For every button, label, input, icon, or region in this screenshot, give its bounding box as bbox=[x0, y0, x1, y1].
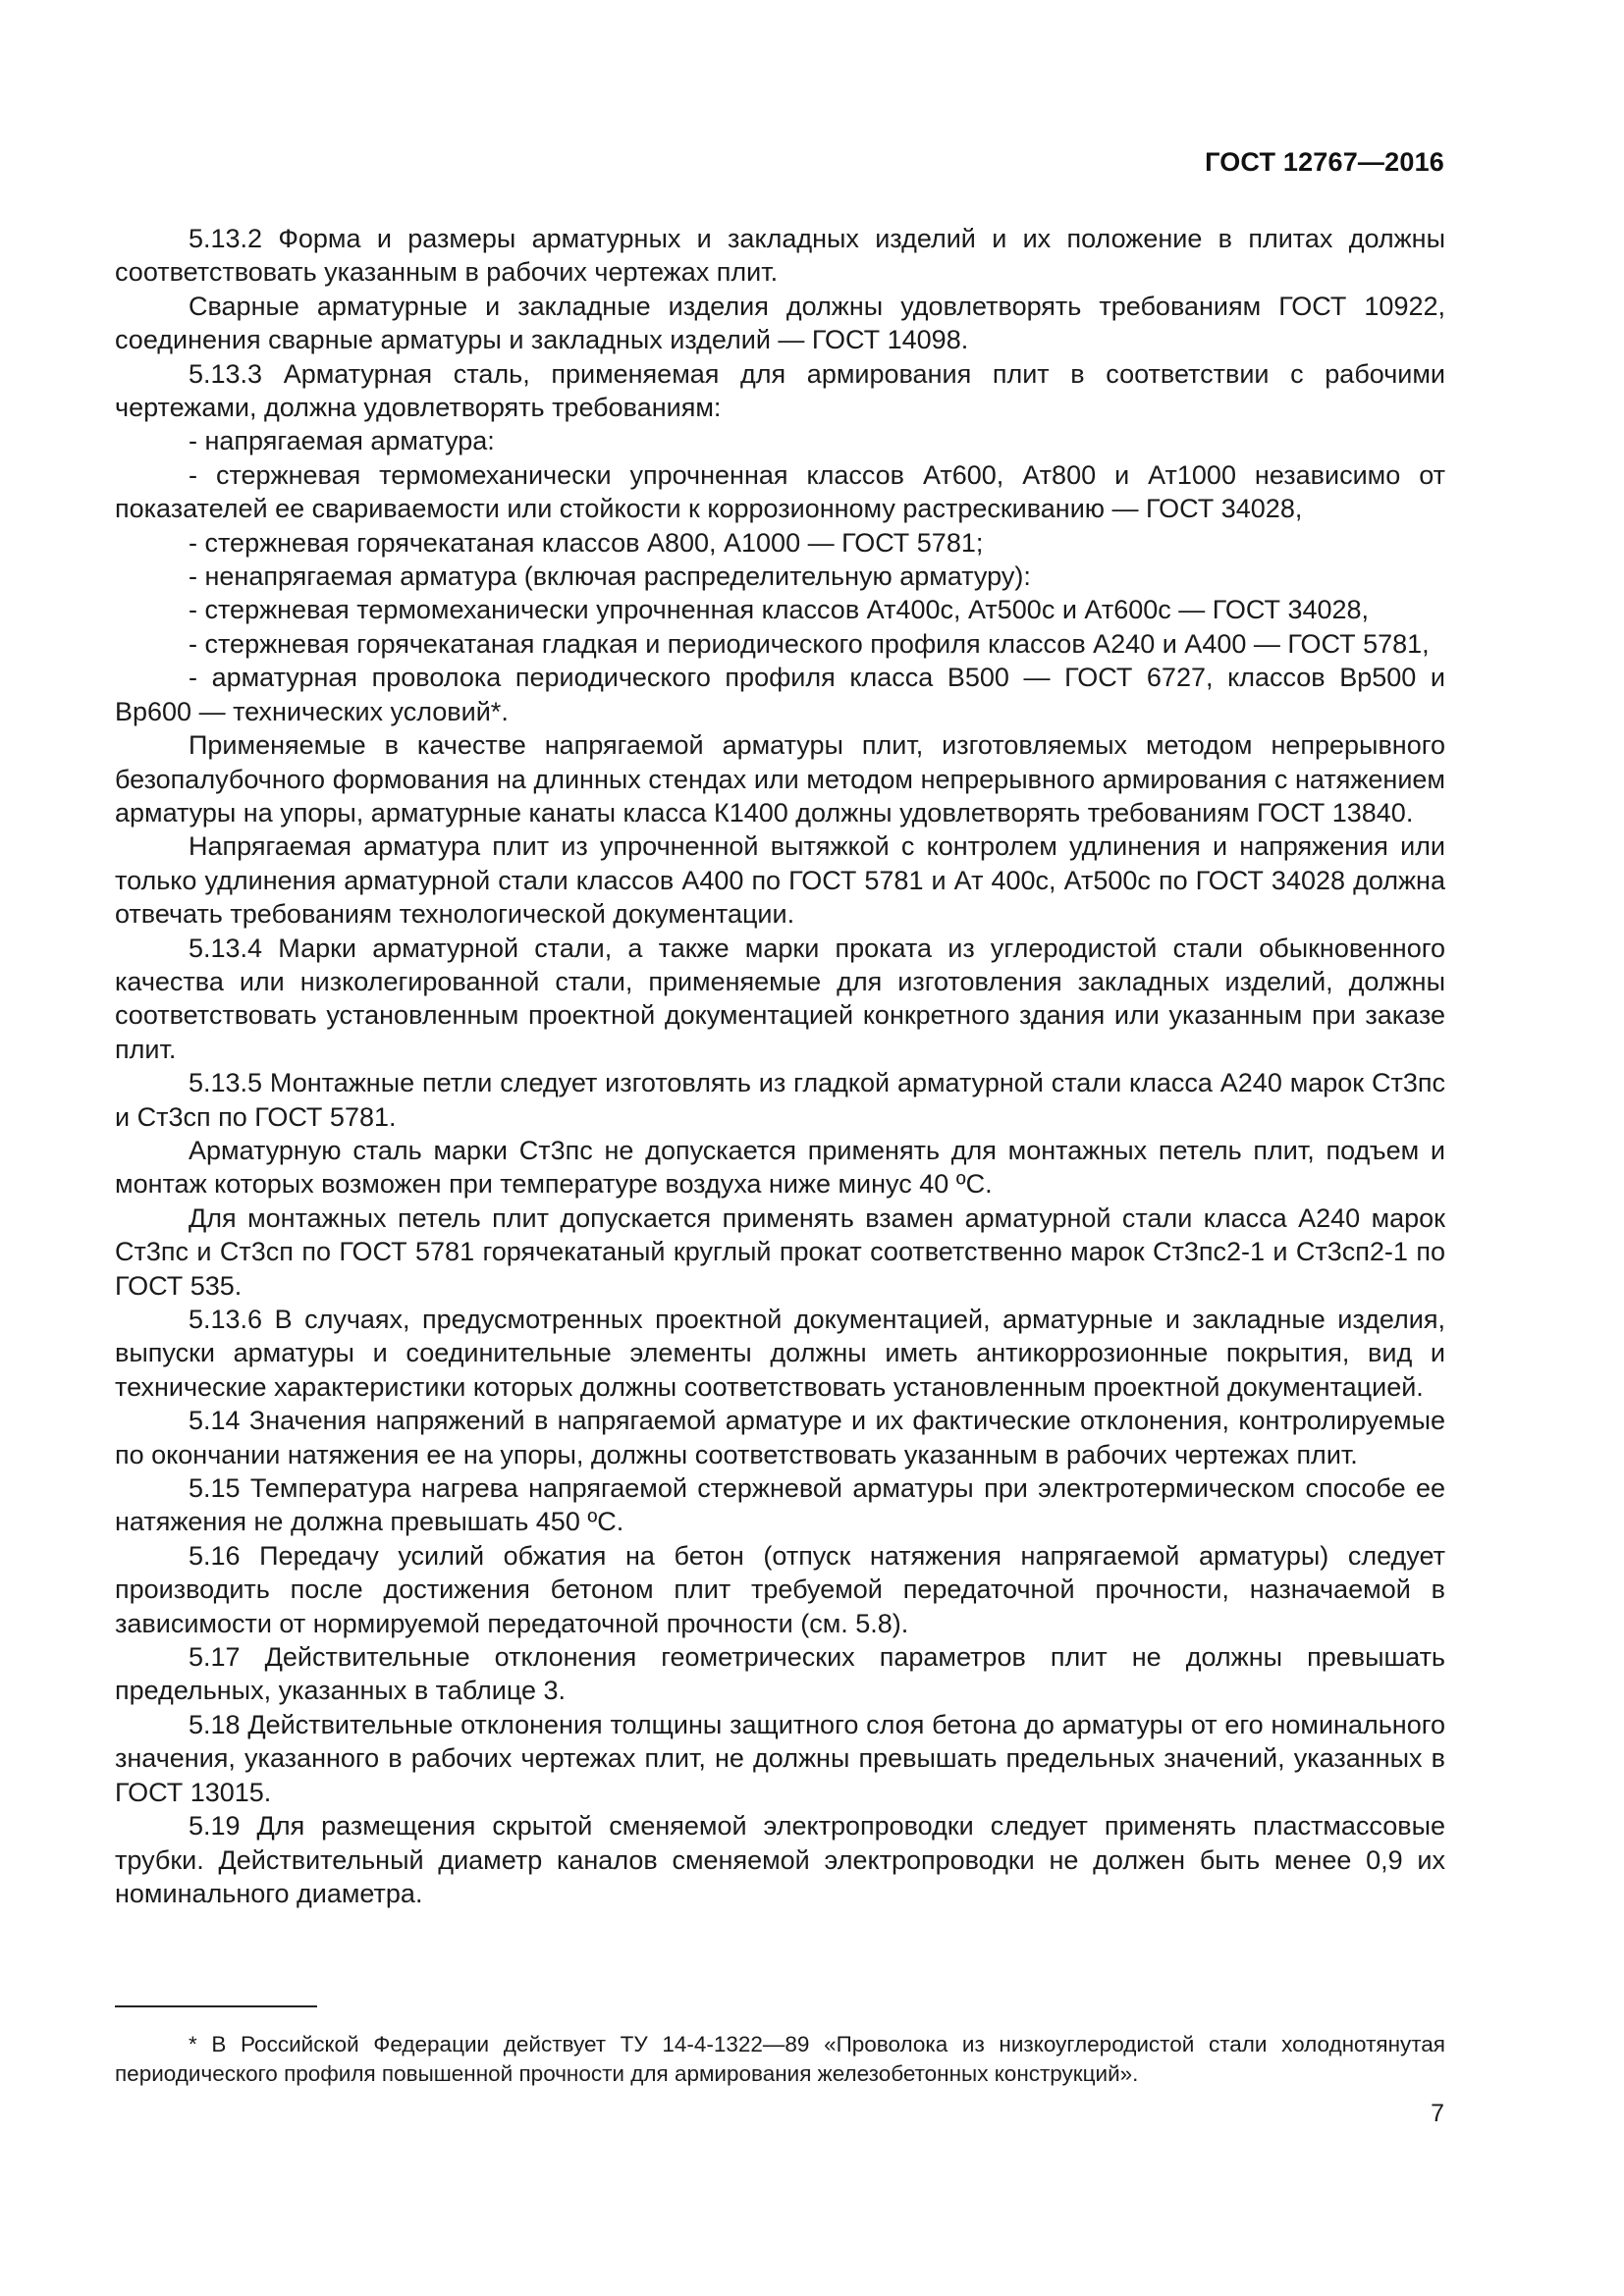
paragraph-ropes-k1400: Применяемые в качестве напрягаемой арматуры плит, изготовляемых методом непрерывного безопалубочного формования на длинных стендах или методом непрерывного армирования с натяжением арматуры на упоры, арматурные канаты класса К1400 должны удовлетворять требованиям ГОСТ 13840. bbox=[115, 730, 1445, 828]
paragraph-5-15: 5.15 Температура нагрева напрягаемой стержневой арматуры при электротермическом способе ее натяжения не должна превышать 450 ºС. bbox=[115, 1473, 1445, 1537]
paragraph-5-19: 5.19 Для размещения скрытой сменяемой электропроводки следует применять пластмассовые трубки. Действительный диаметр каналов сменяемой электропроводки не должен быть менее 0,9 их номинального диаметра. bbox=[115, 1811, 1445, 1908]
list-item-thermomech-at600: - стержневая термомеханически упрочненная классов Ат600, Ат800 и Ат1000 независимо от показателей ее свариваемости или стойкости к коррозионному растрескиванию — ГОСТ 34028, bbox=[115, 459, 1445, 524]
paragraph-5-14: 5.14 Значения напряжений в напрягаемой арматуре и их фактические отклонения, контролируемые по окончании натяжения ее на упоры, должны соответствовать указанным в рабочих чертежах плит. bbox=[115, 1406, 1445, 1469]
paragraph-welded-products: Сварные арматурные и закладные изделия должны удовлетворять требованиям ГОСТ 10922, соединения сварные арматуры и закладных изделий — ГОСТ 14098. bbox=[115, 291, 1445, 355]
list-item-hot-rolled-a240: - стержневая горячекатаная гладкая и периодического профиля классов А240 и А400 — ГОСТ 5781, bbox=[189, 628, 1430, 659]
paragraph-5-13-6: 5.13.6 В случаях, предусмотренных проектной документацией, арматурные и закладные изделия, выпуски арматуры и соединительные элементы должны иметь антикоррозионные покрытия, вид и технические характеристики которых должны соответствовать установленным проектной документацией. bbox=[115, 1305, 1445, 1402]
paragraph-5-13-2: 5.13.2 Форма и размеры арматурных и закладных изделий и их положение в плитах должны соответствовать указанным в рабочих чертежах плит. bbox=[115, 224, 1445, 288]
page-number: 7 bbox=[1431, 2100, 1444, 2127]
paragraph-5-13-3: 5.13.3 Арматурная сталь, применяемая для армирования плит в соответствии с рабочими чертежами, должна удовлетворять требованиям: bbox=[115, 358, 1445, 423]
list-item-wire-b500: - арматурная проволока периодического профиля класса В500 — ГОСТ 6727, классов Вр500 и Вр600 — технических условий*. bbox=[115, 663, 1445, 726]
list-item-hot-rolled-a800: - стержневая горячекатаная классов А800, А1000 — ГОСТ 5781; bbox=[189, 527, 984, 558]
paragraph-5-13-5: 5.13.5 Монтажные петли следует изготовлять из гладкой арматурной стали класса А240 марок Ст3пс и Ст3сп по ГОСТ 5781. bbox=[115, 1068, 1445, 1132]
document-body bbox=[115, 222, 1445, 1910]
footnote-divider bbox=[115, 2005, 317, 2007]
footnote bbox=[115, 2030, 1445, 2089]
list-item-non-prestressed: - ненапрягаемая арматура (включая распределительную арматуру): bbox=[189, 561, 1031, 592]
paragraph-stretched-steel: Напрягаемая арматура плит из упрочненной вытяжкой с контролем удлинения и напряжения или только удлинения арматурной стали классов А400 по ГОСТ 5781 и Ат 400с, Ат500с по ГОСТ 34028 должна отвечать требованиям технологической документации. bbox=[115, 831, 1445, 930]
paragraph-5-17: 5.17 Действительные отклонения геометрических параметров плит не должны превышать предельных, указанных в таблице 3. bbox=[115, 1642, 1445, 1706]
paragraph-st3ps-restriction: Арматурную сталь марки Ст3пс не допускается применять для монтажных петель плит, подъем и монтаж которых возможен при температуре воздуха ниже минус 40 ºС. bbox=[115, 1135, 1445, 1200]
paragraph-5-13-4: 5.13.4 Марки арматурной стали, а также марки проката из углеродистой стали обыкновенного качества или низколегированной стали, применяемые для изготовления закладных изделий, должны соответствовать установленным проектной документацией конкретного здания или указанным при заказе плит. bbox=[115, 933, 1445, 1064]
footnote-text: * В Российской Федерации действует ТУ 14-4-1322—89 «Проволока из низкоуглеродистой стали холоднотянутая периодического профиля повышенной прочности для армирования железобетонных конструкций». bbox=[115, 2032, 1445, 2086]
paragraph-5-16: 5.16 Передачу усилий обжатия на бетон (отпуск натяжения напрягаемой арматуры) следует производить после достижения бетоном плит требуемой передаточной прочности, назначаемой в зависимости от нормируемой передаточной прочности (см. 5.8). bbox=[115, 1540, 1445, 1638]
document-header-standard-id: ГОСТ 12767—2016 bbox=[1205, 147, 1444, 177]
paragraph-lifting-loops: Для монтажных петель плит допускается применять взамен арматурной стали класса А240 марок Ст3пс и Ст3сп по ГОСТ 5781 горячекатаный круглый прокат соответственно марок Ст3пс2-1 и Ст3сп2-1 по ГОСТ 535. bbox=[115, 1202, 1445, 1301]
paragraph-5-18: 5.18 Действительные отклонения толщины защитного слоя бетона до арматуры от его номинального значения, указанного в рабочих чертежах плит, не должны превышать предельных значений, указанных в ГОСТ 13015. bbox=[115, 1709, 1445, 1807]
list-item-prestressed: - напрягаемая арматура: bbox=[189, 426, 495, 456]
list-item-thermomech-at400c: - стержневая термомеханически упрочненная классов Ат400с, Ат500с и Ат600с — ГОСТ 34028, bbox=[189, 595, 1370, 625]
